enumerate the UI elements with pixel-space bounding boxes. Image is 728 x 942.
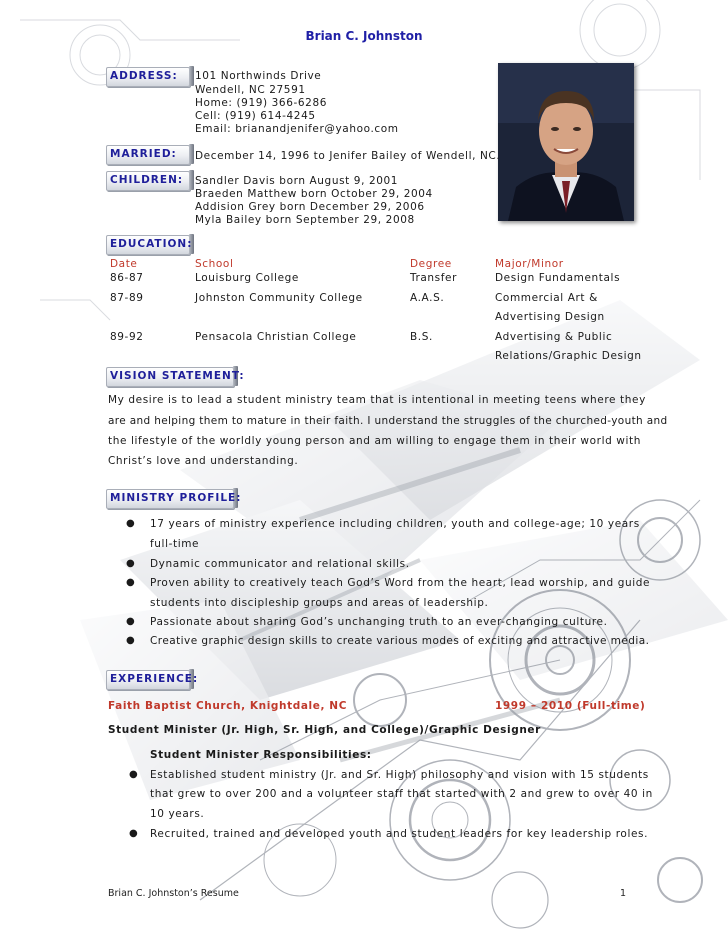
- child-entry: Myla Bailey born September 29, 2008: [195, 214, 415, 226]
- address-bar-end: [189, 66, 194, 86]
- bullet-icon: ●: [126, 577, 135, 588]
- education-date: 87-89: [110, 292, 144, 304]
- education-header-school: School: [195, 258, 234, 270]
- employment-dates: 1999 – 2010 (Full-time): [495, 700, 646, 712]
- ministry-item: Proven ability to creatively teach God’s Word from the heart, lead worship, and guide: [150, 577, 651, 589]
- bullet-icon: ●: [126, 635, 135, 646]
- education-major: Design Fundamentals: [495, 272, 621, 284]
- married-text: December 14, 1996 to Jenifer Bailey of Wendell, NC.: [195, 150, 501, 162]
- address-line: 101 Northwinds Drive: [195, 70, 322, 82]
- experience-item-cont: 10 years.: [150, 808, 205, 820]
- education-school: Pensacola Christian College: [195, 331, 357, 343]
- page-number: 1: [620, 888, 627, 899]
- vision-label: VISION STATEMENT:: [110, 370, 245, 382]
- ministry-item: Dynamic communicator and relational skills.: [150, 558, 410, 570]
- education-school: Johnston Community College: [195, 292, 363, 304]
- ministry-item-cont: students into discipleship groups and areas of leadership.: [150, 597, 489, 609]
- bullet-icon: ●: [129, 828, 138, 839]
- responsibilities-heading: Student Minister Responsibilities:: [150, 749, 372, 761]
- bullet-icon: ●: [126, 518, 135, 529]
- bullet-icon: ●: [129, 769, 138, 780]
- education-major-cont: Relations/Graphic Design: [495, 350, 642, 362]
- married-bar-end: [189, 144, 194, 164]
- vision-text-line: are and helping them to mature in their faith. I understand the struggles of the churched-youth and: [108, 415, 668, 427]
- married-label: MARRIED:: [110, 148, 177, 160]
- ministry-item: Passionate about sharing God’s unchanging truth to an ever-changing culture.: [150, 616, 608, 628]
- education-header-degree: Degree: [410, 258, 452, 270]
- education-date: 86-87: [110, 272, 144, 284]
- ministry-item-cont: full-time: [150, 538, 200, 550]
- bullet-icon: ●: [126, 616, 135, 627]
- education-major: Commercial Art &: [495, 292, 598, 304]
- ministry-item: Creative graphic design skills to create various modes of exciting and attractive media.: [150, 635, 650, 647]
- education-degree: A.A.S.: [410, 292, 445, 304]
- address-line: Cell: (919) 614-4245: [195, 110, 316, 122]
- ministry-item: 17 years of ministry experience including children, youth and college-age; 10 years: [150, 518, 640, 530]
- experience-label: EXPERIENCE:: [110, 673, 199, 685]
- children-label: CHILDREN:: [110, 174, 184, 186]
- education-header-date: Date: [110, 258, 138, 270]
- email-text: Email: brianandjenifer@yahoo.com: [195, 123, 399, 135]
- address-line: Home: (919) 366-6286: [195, 97, 328, 109]
- education-school: Louisburg College: [195, 272, 299, 284]
- education-degree: Transfer: [410, 272, 458, 284]
- education-label: EDUCATION:: [110, 238, 193, 250]
- experience-item-cont: that grew to over 200 and a volunteer staff that started with 2 and grew to over 40 in: [150, 788, 653, 800]
- page-title: Brian C. Johnston: [305, 29, 423, 43]
- education-date: 89-92: [110, 331, 144, 343]
- child-entry: Addision Grey born December 29, 2006: [195, 201, 425, 213]
- education-header-major: Major/Minor: [495, 258, 564, 270]
- education-major-cont: Advertising Design: [495, 311, 605, 323]
- address-label: ADDRESS:: [110, 70, 178, 82]
- vision-text-line: the lifestyle of the worldly young person and am willing to engage them in their world with: [108, 435, 641, 447]
- profile-photo: [498, 63, 634, 221]
- bullet-icon: ●: [126, 558, 135, 569]
- children-bar-end: [189, 170, 194, 190]
- footer-title: Brian C. Johnston’s Resume: [108, 888, 239, 899]
- education-major: Advertising & Public: [495, 331, 613, 343]
- job-title: Student Minister (Jr. High, Sr. High, and College)/Graphic Designer: [108, 724, 541, 736]
- education-degree: B.S.: [410, 331, 433, 343]
- vision-text-line: My desire is to lead a student ministry team that is intentional in meeting teens where they: [108, 394, 646, 406]
- experience-item: Recruited, trained and developed youth and student leaders for key leadership roles.: [150, 828, 649, 840]
- child-entry: Braeden Matthew born October 29, 2004: [195, 188, 433, 200]
- vision-text-line: Christ’s love and understanding.: [108, 455, 299, 467]
- address-line: Wendell, NC 27591: [195, 84, 306, 96]
- experience-item: Established student ministry (Jr. and Sr. High) philosophy and vision with 15 students: [150, 769, 649, 781]
- child-entry: Sandler Davis born August 9, 2001: [195, 175, 399, 187]
- ministry-label: MINISTRY PROFILE:: [110, 492, 242, 504]
- employer-name: Faith Baptist Church, Knightdale, NC: [108, 700, 347, 712]
